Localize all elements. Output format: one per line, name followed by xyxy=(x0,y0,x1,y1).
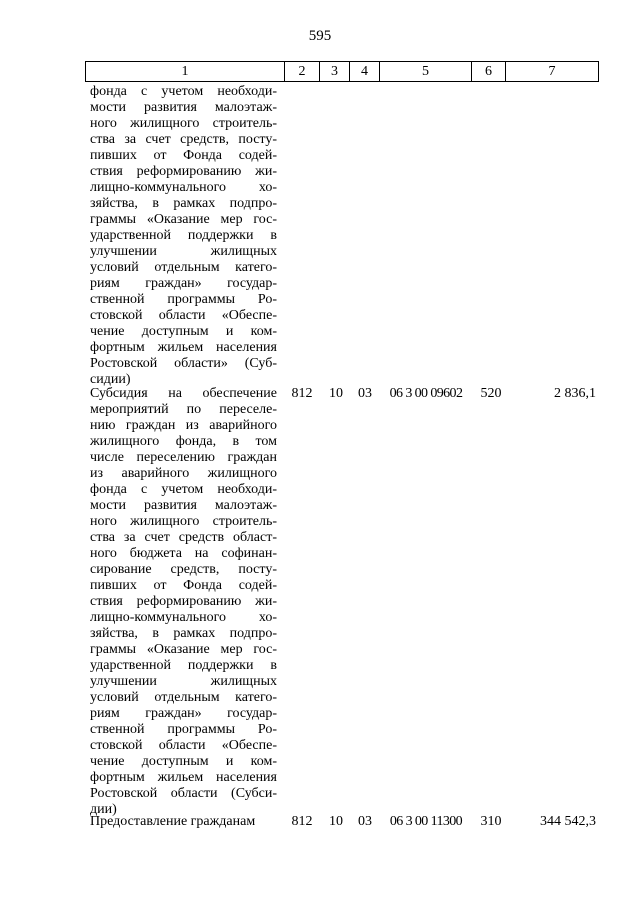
description-line: Ростовской области (Субси- xyxy=(90,786,277,801)
column-header-3: 3 xyxy=(320,62,350,82)
description-line: мости развития малоэтаж- xyxy=(90,498,277,513)
description-line: граммы «Оказание мер гос- xyxy=(90,642,277,657)
description-line: сидии) xyxy=(90,372,131,387)
description-line: дии) xyxy=(90,802,117,817)
description-line: ствия реформированию жи- xyxy=(90,164,277,179)
cell-target-article: 06 3 00 09602 xyxy=(389,386,463,401)
column-header-5: 5 xyxy=(380,62,472,82)
description-line: нию граждан из аварийного xyxy=(90,418,277,433)
description-line: ного жилищного строитель- xyxy=(90,514,277,529)
description-line: граммы «Оказание мер гос- xyxy=(90,212,277,227)
description-line: условий отдельным катего- xyxy=(90,260,277,275)
description-line: лищно-коммунального хо- xyxy=(90,180,277,195)
description-line: ного жилищного строитель- xyxy=(90,116,277,131)
row-description xyxy=(90,84,277,388)
description-line: числе переселению граждан xyxy=(90,450,277,465)
description-line: зяйства, в рамках подпро- xyxy=(90,196,277,211)
column-header-7: 7 xyxy=(506,62,599,82)
description-line: ударственной поддержки в xyxy=(90,228,277,243)
column-header-1: 1 xyxy=(86,62,285,82)
description-line: риям граждан» государ- xyxy=(90,276,277,291)
description-line: Предоставление гражданам xyxy=(90,814,256,829)
description-line: фонда с учетом необходи- xyxy=(90,84,277,99)
table-header xyxy=(85,61,599,82)
description-line: чение доступным и ком- xyxy=(90,324,277,339)
cell-expense-type: 520 xyxy=(480,386,502,401)
description-line: мости развития малоэтаж- xyxy=(90,100,277,115)
row-description xyxy=(90,386,277,818)
description-line: фонда с учетом необходи- xyxy=(90,482,277,497)
cell-amount: 2 836,1 xyxy=(554,386,596,401)
description-line: условий отдельным катего- xyxy=(90,690,277,705)
cell-subsection: 03 xyxy=(358,814,372,829)
row-description xyxy=(90,814,277,830)
description-line: чение доступным и ком- xyxy=(90,754,277,769)
description-line: пивших от Фонда содей- xyxy=(90,148,277,163)
description-line: ударственной поддержки в xyxy=(90,658,277,673)
description-line: лищно-коммунального хо- xyxy=(90,610,277,625)
description-line: ственной программы Ро- xyxy=(90,722,277,737)
description-line: фортным жильем населения xyxy=(90,770,277,785)
column-header-4: 4 xyxy=(350,62,380,82)
cell-subsection: 03 xyxy=(358,386,372,401)
description-line: ства за счет средств, посту- xyxy=(90,132,277,147)
description-line: Ростовской области» (Суб- xyxy=(90,356,277,371)
description-line: ного бюджета на софинан- xyxy=(90,546,277,561)
description-line: фортным жильем населения xyxy=(90,340,277,355)
description-line: мероприятий по переселе- xyxy=(90,402,277,417)
cell-target-article: 06 3 00 11300 xyxy=(389,814,463,829)
description-line: Субсидия на обеспечение xyxy=(90,386,277,401)
description-line: ственной программы Ро- xyxy=(90,292,277,307)
description-line: риям граждан» государ- xyxy=(90,706,277,721)
description-line: пивших от Фонда содей- xyxy=(90,578,277,593)
cell-ministry-code: 812 xyxy=(291,814,313,829)
description-line: стовской области «Обеспе- xyxy=(90,738,277,753)
column-header-6: 6 xyxy=(472,62,506,82)
cell-section: 10 xyxy=(329,386,343,401)
description-line: ствия реформированию жи- xyxy=(90,594,277,609)
description-line: стовской области «Обеспе- xyxy=(90,308,277,323)
description-line: зяйства, в рамках подпро- xyxy=(90,626,277,641)
cell-section: 10 xyxy=(329,814,343,829)
description-line: из аварийного жилищного xyxy=(90,466,277,481)
page-number: 595 xyxy=(308,28,332,44)
cell-amount: 344 542,3 xyxy=(540,814,596,829)
description-line: улучшении жилищных xyxy=(90,674,277,689)
description-line: жилищного фонда, в том xyxy=(90,434,277,449)
description-line: ства за счет средств област- xyxy=(90,530,277,545)
description-line: улучшении жилищных xyxy=(90,244,277,259)
cell-expense-type: 310 xyxy=(480,814,502,829)
cell-ministry-code: 812 xyxy=(291,386,313,401)
description-line: сирование средств, посту- xyxy=(90,562,277,577)
column-header-2: 2 xyxy=(285,62,320,82)
